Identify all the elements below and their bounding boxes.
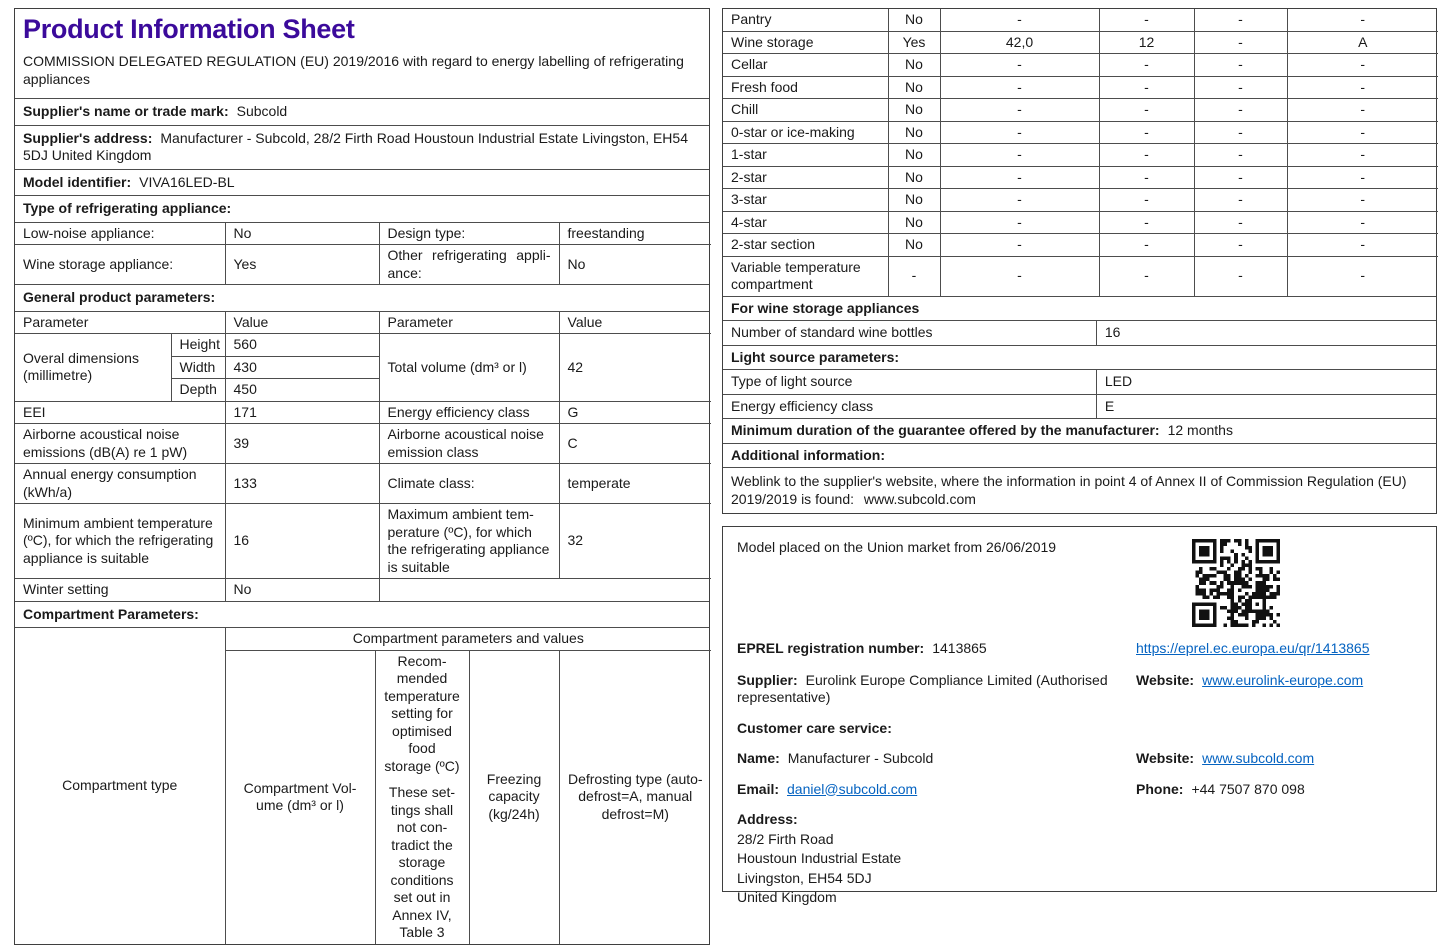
table-cell: - xyxy=(940,9,1099,31)
table-cell: Overal dimensions (millimetre) xyxy=(15,334,171,402)
supplier-address-label: Supplier's address: xyxy=(23,129,153,146)
column-header: Compartment type xyxy=(15,628,225,944)
eprel-link[interactable]: https://eprel.ec.europa.eu/qr/1413865 xyxy=(1136,640,1370,656)
table-cell: No xyxy=(888,144,940,167)
table-cell: No xyxy=(559,245,711,285)
table-cell: - xyxy=(1287,54,1438,77)
light-class-row xyxy=(723,394,1436,419)
table-cell: - xyxy=(1287,234,1438,257)
table-cell: Climate class: xyxy=(379,464,559,504)
qr-code-wrap xyxy=(1136,539,1280,627)
model-identifier-value: VIVA16LED-BL xyxy=(139,173,235,190)
table-cell: No xyxy=(888,9,940,31)
eprel-row xyxy=(737,640,1422,658)
address-line: Houstoun Industrial Estate xyxy=(737,850,902,866)
right-column xyxy=(722,8,1437,905)
table-cell: No xyxy=(888,121,940,144)
light-class-value: E xyxy=(1096,395,1436,419)
table-cell: - xyxy=(1194,121,1287,144)
column-header: Parameter xyxy=(379,312,559,334)
table-cell: - xyxy=(1287,76,1438,99)
table-row xyxy=(723,9,1438,31)
table-cell: Annual energy consumption (kWh/a) xyxy=(15,464,225,504)
table-row xyxy=(723,99,1438,122)
table-row xyxy=(15,579,711,601)
table-cell: 171 xyxy=(225,401,379,424)
table-cell: - xyxy=(1099,211,1194,234)
table-cell: A xyxy=(1287,31,1438,54)
table-cell: - xyxy=(940,234,1099,257)
table-row xyxy=(723,121,1438,144)
supplier-label: Supplier: xyxy=(737,671,798,688)
care-name-row xyxy=(737,750,1422,768)
wine-bottles-value: 16 xyxy=(1096,321,1436,345)
supplier-value: Eurolink Europe Compliance Limited (Authorised representative) xyxy=(737,671,1108,705)
eprel-info-box xyxy=(722,526,1437,905)
table-cell: - xyxy=(1099,76,1194,99)
compartment-header-section xyxy=(15,627,709,944)
table-cell: - xyxy=(1099,54,1194,77)
address-line: Livingston, EH54 5DJ xyxy=(737,869,872,886)
column-header: Value xyxy=(225,312,379,334)
compartment-parameters-header: Compartment Parameters: xyxy=(15,601,709,628)
right-tables-box xyxy=(722,8,1437,514)
address-line: 28/2 Firth Road xyxy=(737,830,834,847)
table-row xyxy=(723,144,1438,167)
weblink-text: Weblink to the supplier's website, where the information in point 4 of Annex II of Commission Regulation (EU) 2019/2019 is found: xyxy=(731,473,1407,507)
supplier-address-value: Manufacturer - Subcold, 28/2 Firth Road Houstoun Industrial Estate Livingston, EH54 5DJ United Kingdom xyxy=(23,129,688,164)
column-header: Defrosting type (auto-defrost=A, manual defrost=M) xyxy=(559,650,711,944)
table-row xyxy=(15,401,711,424)
table-cell: - xyxy=(1099,121,1194,144)
table-cell: Fresh food xyxy=(723,76,888,99)
table-cell: - xyxy=(1287,144,1438,167)
table-cell: - xyxy=(940,211,1099,234)
email-label: Email: xyxy=(737,780,780,797)
table-cell: Airborne acoustical noise emission class xyxy=(379,424,559,464)
authorised-supplier xyxy=(737,672,1126,707)
table-cell: - xyxy=(1194,189,1287,212)
table-cell: Airborne acoustical noise emissions (dB(A) re 1 pW) xyxy=(15,424,225,464)
table-cell: Winter setting xyxy=(15,579,225,601)
table-cell: Wine storage appliance: xyxy=(15,245,225,285)
table-cell: Minimum ambient temperature (ºC), for which the refrigerating appliance is suitable xyxy=(15,504,225,579)
table-row xyxy=(723,189,1438,212)
column-header: Freezing capacity (kg/24h) xyxy=(469,650,559,944)
table-cell: - xyxy=(1194,211,1287,234)
care-website-link[interactable]: www.subcold.com xyxy=(1202,750,1315,766)
light-type-value: LED xyxy=(1096,370,1436,394)
table-header-row xyxy=(15,628,711,650)
table-cell: Pantry xyxy=(723,9,888,31)
model-identifier-label: Model identifier: xyxy=(23,173,132,190)
appliance-type-table xyxy=(15,223,711,285)
compartment-values-table xyxy=(723,9,1438,296)
table-cell: Yes xyxy=(225,245,379,285)
table-cell: - xyxy=(1099,166,1194,189)
table-cell: No xyxy=(888,54,940,77)
column-header: Compartment parameters and values xyxy=(225,628,711,650)
table-cell: - xyxy=(940,189,1099,212)
table-cell: Width xyxy=(171,356,225,379)
table-row xyxy=(723,31,1438,54)
table-cell: 32 xyxy=(559,504,711,579)
supplier-row xyxy=(737,672,1422,707)
table-cell: - xyxy=(940,256,1099,296)
table-cell: Design type: xyxy=(379,223,559,245)
table-cell: Depth xyxy=(171,379,225,402)
table-cell: No xyxy=(225,579,379,601)
column-header: Value xyxy=(559,312,711,334)
table-cell: 2-star section xyxy=(723,234,888,257)
market-date-row xyxy=(737,539,1422,627)
model-identifier-row xyxy=(15,169,709,196)
table-cell: freestanding xyxy=(559,223,711,245)
address-line: United Kingdom xyxy=(737,889,837,905)
table-cell: 0-star or ice-making xyxy=(723,121,888,144)
type-section-header: Type of refrigerating appliance: xyxy=(15,195,709,222)
table-header-row xyxy=(15,312,711,334)
table-cell: EEI xyxy=(15,401,225,424)
table-row xyxy=(15,504,711,579)
supplier-website xyxy=(1136,672,1422,690)
website-label: Website: xyxy=(1136,750,1195,766)
table-cell: Maximum ambient temperature (ºC), for which the refrigerating appliance is suitable xyxy=(379,504,559,579)
table-cell: Energy efficiency class xyxy=(379,401,559,424)
table-cell: - xyxy=(1194,234,1287,257)
title-section xyxy=(15,9,709,98)
table-cell: No xyxy=(888,76,940,99)
table-cell: temperate xyxy=(559,464,711,504)
supplier-name-value: Subcold xyxy=(236,103,288,120)
table-cell: 4-star xyxy=(723,211,888,234)
table-cell: - xyxy=(940,121,1099,144)
compartment-values-table-body xyxy=(723,9,1438,296)
table-cell: 1-star xyxy=(723,144,888,167)
table-cell: C xyxy=(559,424,711,464)
table-cell: Other refrigerating appliance: xyxy=(379,245,559,285)
general-parameters-section xyxy=(15,311,709,601)
table-cell: - xyxy=(1099,99,1194,122)
table-cell: Yes xyxy=(888,31,940,54)
table-row xyxy=(723,54,1438,77)
table-cell: - xyxy=(1099,189,1194,212)
table-cell: - xyxy=(1099,256,1194,296)
guarantee-label: Minimum duration of the guarantee offered by the manufacturer: xyxy=(731,422,1160,438)
care-name xyxy=(737,750,1126,768)
table-cell: - xyxy=(1194,99,1287,122)
general-parameters-header: General product parameters: xyxy=(15,284,709,311)
table-row xyxy=(15,334,711,357)
type-table-section xyxy=(15,222,709,285)
wine-bottles-row xyxy=(723,320,1436,345)
table-cell: 3-star xyxy=(723,189,888,212)
table-cell: No xyxy=(888,189,940,212)
table-cell: - xyxy=(1194,256,1287,296)
light-source-header: Light source parameters: xyxy=(723,345,1436,370)
table-cell: Total volume (dm³ or l) xyxy=(379,334,559,402)
care-address xyxy=(737,811,1126,907)
supplier-name-label: Supplier's name or trade mark: xyxy=(23,103,229,120)
table-cell: - xyxy=(940,54,1099,77)
table-cell: Chill xyxy=(723,99,888,122)
market-date-text: Model placed on the Union market from 26/06/2019 xyxy=(737,539,1057,555)
eprel-registration xyxy=(737,640,1126,658)
table-cell: 2-star xyxy=(723,166,888,189)
regulation-text: COMMISSION DELEGATED REGULATION (EU) 2019/2016 with regard to energy labelling of refrigerating appliances xyxy=(23,53,684,87)
table-cell: - xyxy=(1287,121,1438,144)
table-cell: No xyxy=(888,166,940,189)
table-row xyxy=(15,245,711,285)
phone-label: Phone: xyxy=(1136,780,1184,797)
general-parameters-table xyxy=(15,312,711,601)
page-title: Product Information Sheet xyxy=(23,14,355,44)
care-website xyxy=(1136,750,1422,768)
supplier-name-row xyxy=(15,98,709,125)
table-cell: - xyxy=(1287,99,1438,122)
table-cell: Low-noise appliance: xyxy=(15,223,225,245)
table-cell: - xyxy=(1194,31,1287,54)
guarantee-row xyxy=(723,418,1436,443)
table-cell: 450 xyxy=(225,379,379,402)
table-cell: 560 xyxy=(225,334,379,357)
care-phone xyxy=(1136,781,1422,799)
table-cell: G xyxy=(559,401,711,424)
table-cell xyxy=(379,579,711,601)
left-column xyxy=(14,8,710,945)
table-cell: No xyxy=(888,99,940,122)
table-cell: 42 xyxy=(559,334,711,402)
weblink-value: www.subcold.com xyxy=(863,490,976,507)
table-cell: Cellar xyxy=(723,54,888,77)
additional-information-header: Additional information: xyxy=(723,443,1436,468)
name-label: Name: xyxy=(737,750,780,766)
customer-care-row xyxy=(737,720,1422,738)
table-cell: No xyxy=(888,234,940,257)
table-cell: 16 xyxy=(225,504,379,579)
qr-code xyxy=(1192,539,1280,627)
table-cell: - xyxy=(1099,9,1194,31)
eprel-label: EPREL registration number: xyxy=(737,640,925,656)
light-type-row xyxy=(723,369,1436,394)
guarantee-value: 12 months xyxy=(1167,422,1233,438)
column-header-note: These settings shall not contradict the storage conditions set out in Annex IV, Table 3 xyxy=(388,784,456,941)
light-type-label: Type of light source xyxy=(731,373,853,389)
table-cell: - xyxy=(1099,144,1194,167)
address-label: Address: xyxy=(737,811,798,827)
weblink-row xyxy=(723,467,1436,513)
table-row xyxy=(15,464,711,504)
table-cell: - xyxy=(940,166,1099,189)
column-header xyxy=(375,650,469,944)
table-cell: 430 xyxy=(225,356,379,379)
table-row xyxy=(723,256,1438,296)
table-cell: - xyxy=(1194,166,1287,189)
table-cell: 39 xyxy=(225,424,379,464)
table-cell: - xyxy=(1287,166,1438,189)
table-cell: - xyxy=(1287,189,1438,212)
table-cell: - xyxy=(1099,234,1194,257)
table-cell: - xyxy=(940,76,1099,99)
care-email xyxy=(737,781,1126,799)
table-cell: - xyxy=(1194,76,1287,99)
table-row xyxy=(723,234,1438,257)
supplier-address-row xyxy=(15,125,709,169)
table-cell: 12 xyxy=(1099,31,1194,54)
phone-value: +44 7507 870 098 xyxy=(1191,780,1305,797)
table-cell: - xyxy=(1287,9,1438,31)
light-class-label: Energy efficiency class xyxy=(731,397,874,414)
table-row xyxy=(15,424,711,464)
table-cell: - xyxy=(1287,211,1438,234)
table-cell: - xyxy=(888,256,940,296)
table-row xyxy=(723,166,1438,189)
table-cell: Wine storage xyxy=(723,31,888,54)
table-cell: - xyxy=(940,99,1099,122)
table-cell: - xyxy=(1194,144,1287,167)
supplier-website-link[interactable]: www.eurolink-europe.com xyxy=(1202,671,1364,688)
table-cell: - xyxy=(1194,54,1287,77)
customer-care-header: Customer care service: xyxy=(737,719,892,736)
column-header: Compartment Volume (dm³ or l) xyxy=(225,650,375,944)
table-cell: 42,0 xyxy=(940,31,1099,54)
table-cell: - xyxy=(1194,9,1287,31)
table-cell: - xyxy=(940,144,1099,167)
website-label: Website: xyxy=(1136,671,1195,688)
table-cell: - xyxy=(1287,256,1438,296)
table-row xyxy=(723,211,1438,234)
eprel-value: 1413865 xyxy=(932,640,987,656)
care-contact-row xyxy=(737,781,1422,799)
wine-bottles-label: Number of standard wine bottles xyxy=(731,324,933,340)
name-value: Manufacturer - Subcold xyxy=(787,750,934,766)
wine-storage-header: For wine storage appliances xyxy=(723,296,1436,321)
compartment-header-table xyxy=(15,628,711,944)
table-cell: No xyxy=(888,211,940,234)
table-row xyxy=(15,223,711,245)
email-link[interactable]: daniel@subcold.com xyxy=(787,780,918,797)
column-header: Parameter xyxy=(15,312,225,334)
table-cell: Height xyxy=(171,334,225,357)
table-cell: Variable temperature compartment xyxy=(723,256,888,296)
column-header-text: Recommended temperature setting for optimised food storage (ºC) xyxy=(384,652,460,774)
table-cell: 133 xyxy=(225,464,379,504)
address-row xyxy=(737,811,1422,907)
table-cell: No xyxy=(225,223,379,245)
table-row xyxy=(723,76,1438,99)
